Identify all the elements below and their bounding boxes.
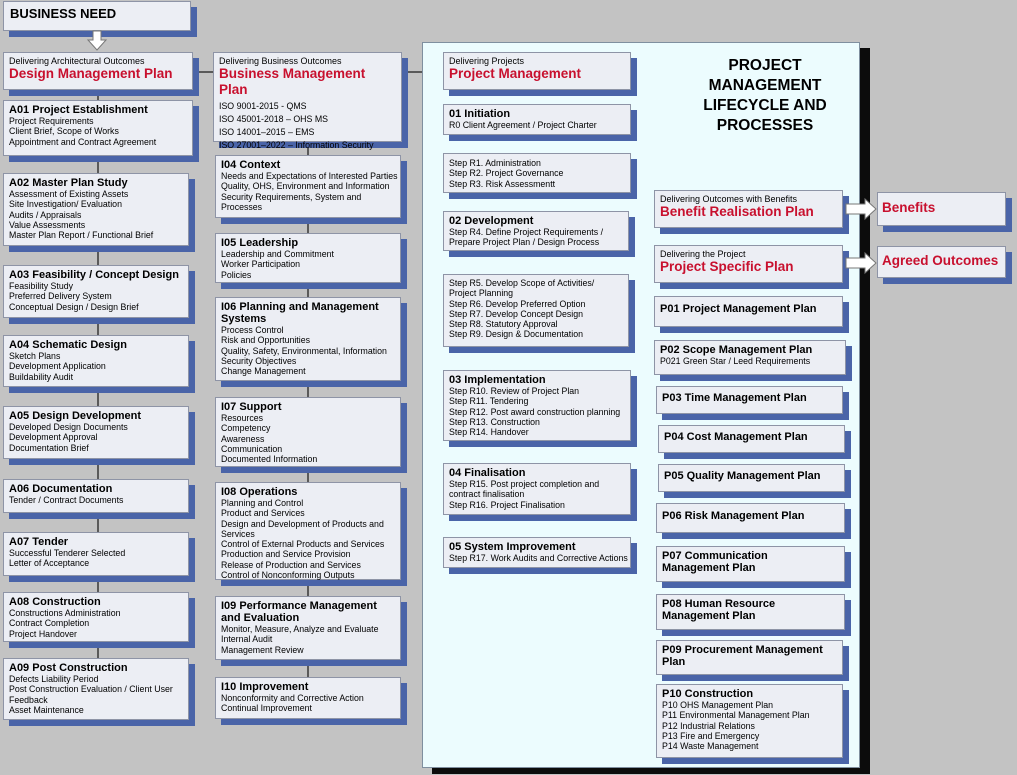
diagram-title: PROJECT MANAGEMENT LIFECYCLE AND PROCESSES (703, 57, 827, 134)
plan-p01: P01 Project Management Plan (654, 296, 843, 327)
plan-p07: P07 Communication Management Plan (656, 546, 845, 582)
stage-i04: I04 Context Needs and Expectations of Interested Parties Quality, OHS, Environment and Information Security Requirements, System and Processes (215, 155, 401, 218)
stage-05-system-improvement: 05 System Improvement Step R17. Work Audits and Corrective Actions (443, 537, 631, 568)
architectural-header: Delivering Architectural Outcomes Design Management Plan (3, 52, 193, 90)
project-specific-box: Delivering the Project Project Specific Plan (654, 245, 843, 283)
arrow-right-icon (845, 252, 877, 274)
stage-i05: I05 Leadership Leadership and Commitment Worker Participation Policies (215, 233, 401, 283)
stage-03-implementation: 03 Implementation Step R10. Review of Project Plan Step R11. Tendering Step R12. Post award construction planning Step R13. Construction Step R14. Handover (443, 370, 631, 441)
stage-a07: A07 Tender Successful Tenderer Selected Letter of Acceptance (3, 532, 189, 576)
stage-a03: A03 Feasibility / Concept Design Feasibility Study Preferred Delivery System Conceptual Design / Design Brief (3, 265, 189, 318)
stage-a04: A04 Schematic Design Sketch Plans Development Application Buildability Audit (3, 335, 189, 387)
business-header: Delivering Business Outcomes Business Management Plan ISO 9001-2015 - QMS ISO 45001-2018 – OHS MS ISO 14001–2015 – EMS ISO 27001–2022 – Information Security (213, 52, 402, 142)
stage-a08: A08 Construction Constructions Administration Contract Completion Project Handover (3, 592, 189, 642)
agreed-outcomes: Agreed Outcomes (877, 246, 1006, 278)
stage-i09: I09 Performance Management and Evaluation Monitor, Measure, Analyze and Evaluate Internal Audit Management Review (215, 596, 401, 660)
stage-a01: A01 Project Establishment Project Requirements Client Brief, Scope of Works Appointment and Contract Agreement (3, 100, 193, 156)
stage-02-development: 02 Development Step R4. Define Project Requirements / Prepare Project Plan / Design Process (443, 211, 629, 251)
stage-a09: A09 Post Construction Defects Liability Period Post Construction Evaluation / Client User Feedback Asset Maintenance (3, 658, 189, 720)
arrow-down-icon (87, 31, 107, 51)
plan-p04: P04 Cost Management Plan (658, 425, 845, 453)
stage-i10: I10 Improvement Nonconformity and Corrective Action Continual Improvement (215, 677, 401, 719)
benefits-outcome: Benefits (877, 192, 1006, 226)
plan-p09: P09 Procurement Management Plan (656, 640, 843, 675)
benefit-realisation-box: Delivering Outcomes with Benefits Benefit Realisation Plan (654, 190, 843, 228)
plan-p02: P02 Scope Management Plan P021 Green Star / Leed Requirements (654, 340, 846, 375)
plan-p06: P06 Risk Management Plan (656, 503, 845, 533)
steps-r5-r9: Step R5. Develop Scope of Activities/ Project Planning Step R6. Develop Preferred Option Step R7. Develop Concept Design Step R8. Statutory Approval Step R9. Design & Documentation (443, 274, 629, 347)
plan-p10: P10 Construction P10 OHS Management Plan P11 Environmental Management Plan P12 Industrial Relations P13 Fire and Emergency P14 Waste Management (656, 684, 843, 758)
steps-r1-r3: Step R1. Administration Step R2. Project Governance Step R3. Risk Assessmentt (443, 153, 631, 193)
stage-a05: A05 Design Development Developed Design Documents Development Approval Documentation Brief (3, 406, 189, 459)
plan-p08: P08 Human Resource Management Plan (656, 594, 845, 630)
stage-a06: A06 Documentation Tender / Contract Documents (3, 479, 189, 513)
stage-i08: I08 Operations Planning and Control Product and Services Design and Development of Products and Services Control of External Products and Services Production and Service Provision Release of Production and Services Control of Nonconforming Outputs (215, 482, 401, 580)
stage-01-initiation: 01 Initiation R0 Client Agreement / Project Charter (443, 104, 631, 135)
stage-i07: I07 Support Resources Competency Awareness Communication Documented Information (215, 397, 401, 467)
projects-header: Delivering Projects Project Management (443, 52, 631, 90)
business-need-box: BUSINESS NEED (3, 1, 191, 31)
plan-p05: P05 Quality Management Plan (658, 464, 845, 492)
stage-i06: I06 Planning and Management Systems Process Control Risk and Opportunities Quality, Safety, Environmental, Information Security Objectives Change Management (215, 297, 401, 381)
stage-04-finalisation: 04 Finalisation Step R15. Post project completion and contract finalisation Step R16. Project Finalisation (443, 463, 631, 515)
arrow-right-icon (845, 198, 877, 220)
plan-p03: P03 Time Management Plan (656, 386, 843, 414)
stage-a02: A02 Master Plan Study Assessment of Existing Assets Site Investigation/ Evaluation Audits / Appraisals Value Assessments Master Plan Report / Functional Brief (3, 173, 189, 246)
